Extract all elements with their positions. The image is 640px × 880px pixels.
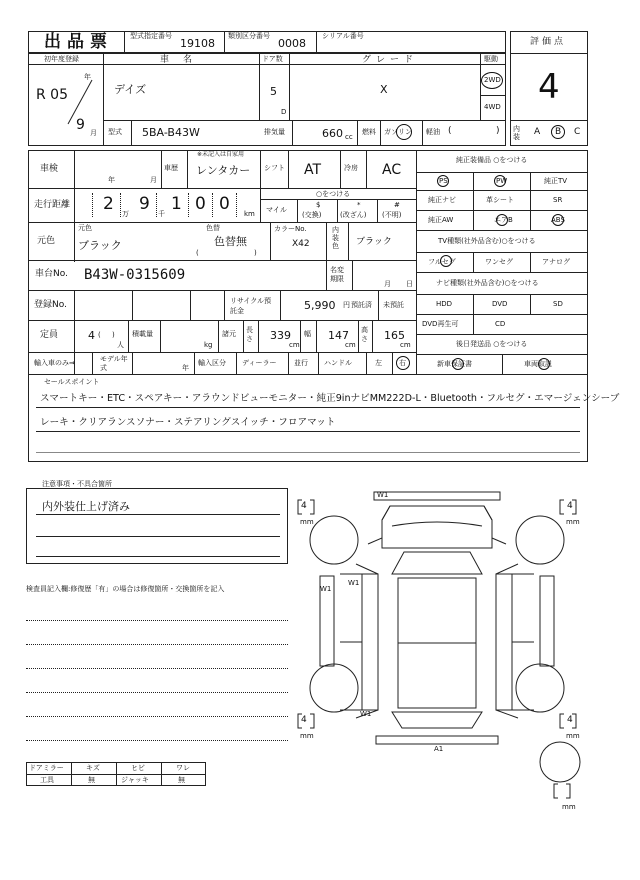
tread-front-right: 4 [567, 501, 573, 511]
drive-2wd: 2WD [484, 76, 501, 84]
chassis-label: 車台No. [35, 269, 68, 279]
designation-value: 19108 [180, 37, 215, 50]
equip-abs: ABS [551, 216, 565, 224]
interior-label: 内装 [513, 125, 520, 141]
car-diagram [292, 478, 592, 808]
category-label: 類別区分番号 [228, 32, 270, 40]
name-change-day: 日 [406, 280, 413, 288]
handle-right-circle [396, 356, 410, 370]
width-label: 幅 [304, 330, 311, 338]
length-label: 長さ [246, 326, 253, 343]
drive-label: 駆動 [484, 55, 498, 63]
equip-cd: CD [495, 320, 506, 328]
fuel-paren-close: ) [496, 126, 500, 136]
equip-navi: 純正ナビ [428, 196, 456, 204]
capacity-paren-close: ) [112, 331, 115, 339]
doors-label: ドア数 [262, 55, 283, 63]
color-no-value: X42 [292, 239, 310, 249]
handle-label: ハンドル [324, 359, 352, 367]
inspection-year: 年 [108, 176, 115, 184]
tread-front-left-unit: mm [300, 518, 314, 526]
repaint-paren-close: ) [254, 249, 257, 257]
import-parallel: 並行 [294, 359, 308, 367]
equip-sr: SR [553, 196, 563, 204]
mile-label: マイル [266, 206, 287, 214]
acc-header-mirror: ドアミラー [29, 764, 64, 772]
drive-2wd-circle [481, 72, 503, 89]
equip-warranty: 新車保証書 [437, 360, 472, 368]
acc-jack: ジャッキ [121, 776, 149, 784]
interior-color-value: ブラック [356, 237, 392, 247]
displacement-unit: cc [345, 133, 353, 141]
tamper-label: (改ざん) [340, 211, 367, 219]
grade-value: X [380, 83, 388, 96]
history-note: ※未記入は自家用 [197, 151, 245, 158]
equip-tv-analog: アナログ [542, 258, 570, 266]
length-value: 339 [270, 329, 291, 342]
first-reg-label: 初年度登録 [44, 55, 79, 63]
equip-std-label: 純正装備品 ○をつける [456, 156, 528, 164]
unknown-label: (不明) [382, 211, 402, 219]
exchange-symbol: $ [316, 201, 321, 209]
equip-hdd: HDD [436, 300, 453, 308]
drive-4wd: 4WD [484, 103, 501, 111]
equip-dvd: DVD [492, 300, 508, 308]
acc-header-crack: ヒビ [131, 764, 145, 772]
fuel-gasoline-circle [396, 124, 412, 140]
fuel-gasoline: ガソリン [384, 128, 412, 136]
handle-right: 右 [399, 359, 406, 367]
handle-left: 左 [375, 359, 382, 367]
interior-a: A [534, 127, 541, 137]
first-reg-year: R 05 [36, 87, 68, 103]
unknown-symbol: # [394, 201, 400, 209]
designation-label: 型式指定番号 [130, 32, 172, 40]
equip-ps: PS [439, 177, 448, 185]
mileage-label: 走行距離 [34, 200, 71, 210]
cooler-value: AC [382, 162, 402, 178]
color-no-label: カラーNo. [274, 225, 307, 233]
displacement-label: 排気量 [264, 128, 285, 136]
model-year-label: モデル年式 [100, 355, 128, 372]
damage-mark-left-side: W1 [320, 585, 332, 593]
dim-label: 諸元 [222, 330, 236, 338]
shift-label: シフト [264, 164, 285, 172]
mileage-digit-5: 0 [219, 194, 230, 214]
score-value: 4 [538, 67, 560, 107]
equip-dvd-play: DVD再生可 [422, 320, 459, 328]
repaint-label: 色替 [206, 224, 220, 232]
mileage-digit-1: 2 [103, 194, 114, 214]
history-label: 車歴 [164, 164, 178, 172]
fuel-label: 燃料 [362, 128, 376, 136]
sales-line-1: スマートキー・ETC・スペアキー・アラウンドビューモニター・純正9inナビMM222D-L・Bluetooth・フルセグ・エマージェンシーブ [40, 393, 620, 404]
score-label: 評価点 [530, 37, 567, 47]
equip-manual-circle [538, 358, 550, 370]
equip-manual: 車両取説 [524, 360, 552, 368]
capacity-paren-open: ( [98, 331, 101, 339]
equip-pw: PW [496, 177, 508, 185]
fuel-light-oil: 軽油 [426, 128, 440, 136]
equip-later-label: 後日発送品 ○をつける [456, 340, 528, 348]
recycle-value: 5,990 [304, 299, 336, 312]
shift-value: AT [304, 162, 322, 178]
acc-tool: 工具 [40, 776, 54, 784]
first-reg-month: 9 [76, 117, 85, 133]
car-name-label: 車名 [160, 55, 207, 65]
category-value: 0008 [278, 37, 306, 50]
height-label: 高さ [361, 326, 368, 343]
history-value: レンタカー [196, 164, 251, 177]
load-unit: kg [204, 341, 213, 349]
equip-warranty-circle [452, 358, 464, 370]
recycle-unpaid: 未預託 [383, 301, 404, 309]
reg-no-label: 登録No. [34, 300, 67, 310]
width-value: 147 [328, 329, 349, 342]
equip-navi-label: ナビ種類(社外品含む)○をつける [436, 279, 539, 287]
equip-airbag-circle [496, 214, 508, 226]
mileage-digit-3: 1 [171, 194, 182, 214]
equip-tv: 純正TV [544, 177, 568, 185]
tread-rear-right-unit: mm [566, 732, 580, 740]
capacity-value: 4 [88, 329, 95, 342]
inspection-month: 月 [150, 176, 157, 184]
tread-spare-unit: mm [562, 803, 576, 811]
damage-mark-left-door: W1 [348, 579, 360, 587]
import-type-label: 輸入区分 [198, 359, 226, 367]
damage-mark-rear-bumper: A1 [434, 745, 444, 753]
width-unit: cm [345, 341, 356, 349]
inspection-label: 車検 [40, 164, 59, 174]
import-label: 輸入車のみ⇒ [34, 359, 75, 367]
equip-tv-full-circle [440, 255, 452, 267]
model-year-unit: 年 [182, 364, 189, 372]
equip-sd: SD [553, 300, 563, 308]
equip-abs-circle [552, 214, 564, 226]
first-reg-year-unit: 年 [84, 73, 91, 81]
first-reg-month-unit: 月 [90, 129, 97, 137]
mileage-man-unit: 万 [122, 210, 129, 218]
recycle-label: リサイクル預託金 [230, 297, 272, 315]
mileage-digit-2: 9 [139, 194, 150, 214]
tread-front-left: 4 [301, 501, 307, 511]
interior-c: C [574, 127, 581, 137]
mileage-km-unit: km [244, 210, 255, 218]
model-value: 5BA-B43W [142, 126, 200, 139]
meter-note: ○をつける [316, 190, 351, 198]
doors-sub: D [281, 108, 287, 116]
orig-color-label: 元色 [37, 236, 56, 246]
load-label: 積載量 [132, 330, 153, 338]
interior-b: B [555, 127, 562, 137]
capacity-unit: 人 [117, 341, 124, 349]
tread-rear-right: 4 [567, 715, 573, 725]
repaint-value: 色替無 [214, 235, 247, 248]
equip-ps-circle [437, 175, 449, 187]
repaint-paren-open: ( [196, 249, 199, 257]
grade-label: グレード [362, 55, 419, 65]
acc-tool-value: 無 [88, 776, 95, 784]
sales-label: セールスポイント [44, 378, 100, 386]
car-name-value: デイズ [114, 83, 147, 96]
serial-label: シリアル番号 [322, 32, 364, 40]
orig-color-sublabel: 元色 [78, 224, 92, 232]
recycle-paid: 預託済 [351, 301, 372, 309]
mileage-sen-unit: 千 [158, 210, 165, 218]
interior-b-circle [551, 125, 565, 139]
model-label: 型式 [108, 128, 122, 136]
tread-rear-left: 4 [301, 715, 307, 725]
equip-aw: 純正AW [428, 216, 454, 224]
notes-line-1: 内外装仕上げ済み [42, 500, 130, 513]
notes-label: 注意事項・不具合箇所 [42, 480, 112, 488]
import-dealer: ディーラー [242, 359, 277, 367]
equip-tv-label: TV種類(社外品含む)○をつける [438, 237, 536, 245]
exchange-label: (交換) [302, 211, 322, 219]
length-unit: cm [289, 341, 300, 349]
equip-tv-one: ワンセグ [485, 258, 513, 266]
tread-front-right-unit: mm [566, 518, 580, 526]
name-change-month: 月 [384, 280, 391, 288]
acc-jack-value: 無 [178, 776, 185, 784]
interior-color-label: 内装色 [332, 226, 339, 250]
inspector-label: 検査員記入欄:修復歴「有」の場合は修復箇所・交換箇所を記入 [26, 585, 225, 593]
height-unit: cm [400, 341, 411, 349]
sales-line-2: レーキ・クリアランスソナー・ステアリングスイッチ・フロアマット [40, 417, 336, 428]
acc-header-break: ワレ [176, 764, 190, 772]
chassis-value: B43W-0315609 [84, 267, 186, 283]
displacement-value: 660 [322, 127, 343, 140]
equip-airbag: エアB [494, 216, 513, 224]
acc-header-scratch: キズ [86, 764, 100, 772]
equip-pw-circle [494, 175, 506, 187]
name-change-label: 名変期限 [330, 266, 344, 283]
damage-mark-rear-quarter: W1 [360, 710, 372, 718]
mileage-digit-4: 0 [195, 194, 206, 214]
fuel-paren-open: ( [448, 126, 452, 136]
tamper-symbol: * [357, 201, 361, 209]
height-value: 165 [384, 329, 405, 342]
damage-mark-front: W1 [377, 491, 389, 499]
cooler-label: 冷房 [344, 164, 358, 172]
equip-leather: 革シート [486, 196, 514, 204]
page-title: 出品票 [44, 32, 113, 52]
recycle-unit: 円 [343, 301, 350, 309]
equip-tv-full: フルセグ [428, 258, 456, 266]
doors-value: 5 [270, 85, 277, 98]
orig-color-value: ブラック [78, 239, 122, 252]
tread-rear-left-unit: mm [300, 732, 314, 740]
capacity-label: 定員 [40, 330, 59, 340]
